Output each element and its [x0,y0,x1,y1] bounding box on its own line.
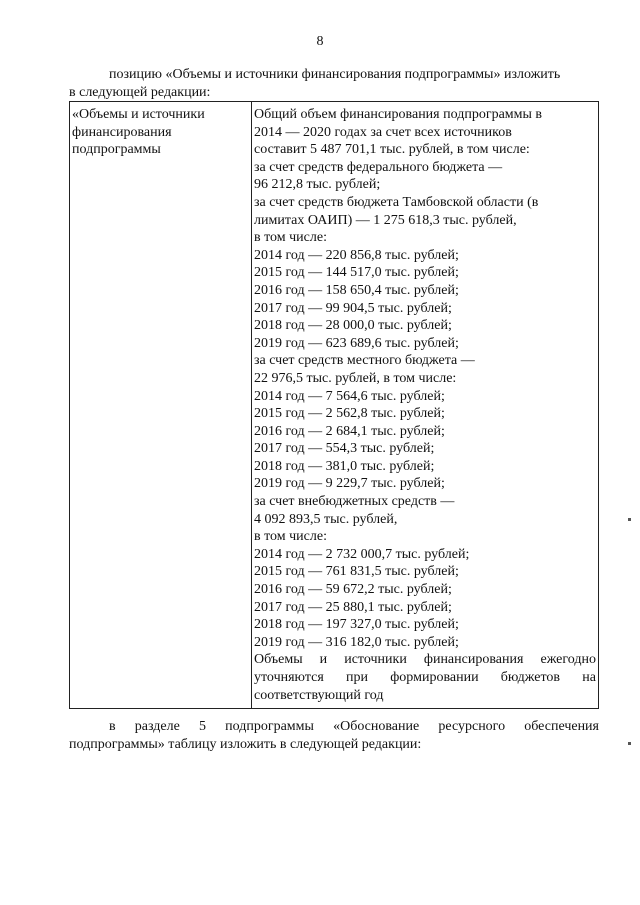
value-line: 2014 год — 7 564,6 тыс. рублей; [254,388,445,404]
financing-table [69,101,599,709]
value-line: 2016 год — 158 650,4 тыс. рублей; [254,282,459,298]
margin-mark [628,518,631,521]
value-line: 2015 год — 2 562,8 тыс. рублей; [254,406,445,422]
value-line: за счет внебюджетных средств — [254,494,455,510]
outro-text: в разделе 5 подпрограммы «Обоснование ресурсного обеспечения подпрограммы» таблицу изложить в следующей редакции: [69,719,599,752]
value-line: 2017 год — 554,3 тыс. рублей; [254,441,435,457]
value-line: 2017 год — 99 904,5 тыс. рублей; [254,300,452,316]
value-line: Общий объем финансирования подпрограммы в [254,107,543,122]
label-line: «Объемы и источники [72,107,205,122]
intro-line-1: позицию «Объемы и источники финансирования подпрограммы» изложить [109,67,561,82]
value-line: составит 5 487 701,1 тыс. рублей, в том числе: [254,142,530,158]
outro-paragraph [69,718,599,754]
value-line: 96 212,8 тыс. рублей; [254,177,381,193]
value-line: 2016 год — 2 684,1 тыс. рублей; [254,423,445,439]
value-line: лимитах ОАИП) — 1 275 618,3 тыс. рублей, [254,212,517,228]
value-line: за счет средств местного бюджета — [254,353,475,369]
value-line: 2018 год — 381,0 тыс. рублей; [254,458,435,474]
intro-line-2: в следующей редакции: [69,85,211,100]
value-line: 2019 год — 9 229,7 тыс. рублей; [254,476,445,492]
label-line: финансирования [72,124,172,140]
value-line: 22 976,5 тыс. рублей, в том числе: [254,370,457,386]
table-row [70,102,599,709]
value-line: за счет средств федерального бюджета — [254,159,503,175]
value-line: в том числе: [254,529,327,545]
table-label-cell [70,102,252,709]
value-line: за счет средств бюджета Тамбовской области (в [254,194,539,210]
value-line: 2016 год — 59 672,2 тыс. рублей; [254,582,452,598]
value-line: 2019 год — 623 689,6 тыс. рублей; [254,335,459,351]
value-line: 2017 год — 25 880,1 тыс. рублей; [254,599,452,615]
value-lines [254,106,596,651]
value-line: 2015 год — 144 517,0 тыс. рублей; [254,265,459,281]
closing-note: Объемы и источники финансирования ежегодно уточняются при формировании бюджетов на соответствующий год [254,652,596,703]
value-line: 2018 год — 197 327,0 тыс. рублей; [254,617,459,633]
value-line: 2019 год — 316 182,0 тыс. рублей; [254,634,459,650]
value-line: 2018 год — 28 000,0 тыс. рублей; [254,318,452,334]
page-number: 8 [316,34,324,49]
intro-paragraph [69,66,599,102]
value-line: 2014 — 2020 годах за счет всех источников [254,124,512,140]
value-line: 2014 год — 220 856,8 тыс. рублей; [254,247,459,263]
margin-mark [628,742,631,745]
label-line: подпрограммы [72,142,161,158]
value-line: 4 092 893,5 тыс. рублей, [254,511,398,527]
table-value-cell [252,102,599,709]
value-line: в том числе: [254,230,327,246]
value-line: 2015 год — 761 831,5 тыс. рублей; [254,564,459,580]
value-line: 2014 год — 2 732 000,7 тыс. рублей; [254,546,470,562]
